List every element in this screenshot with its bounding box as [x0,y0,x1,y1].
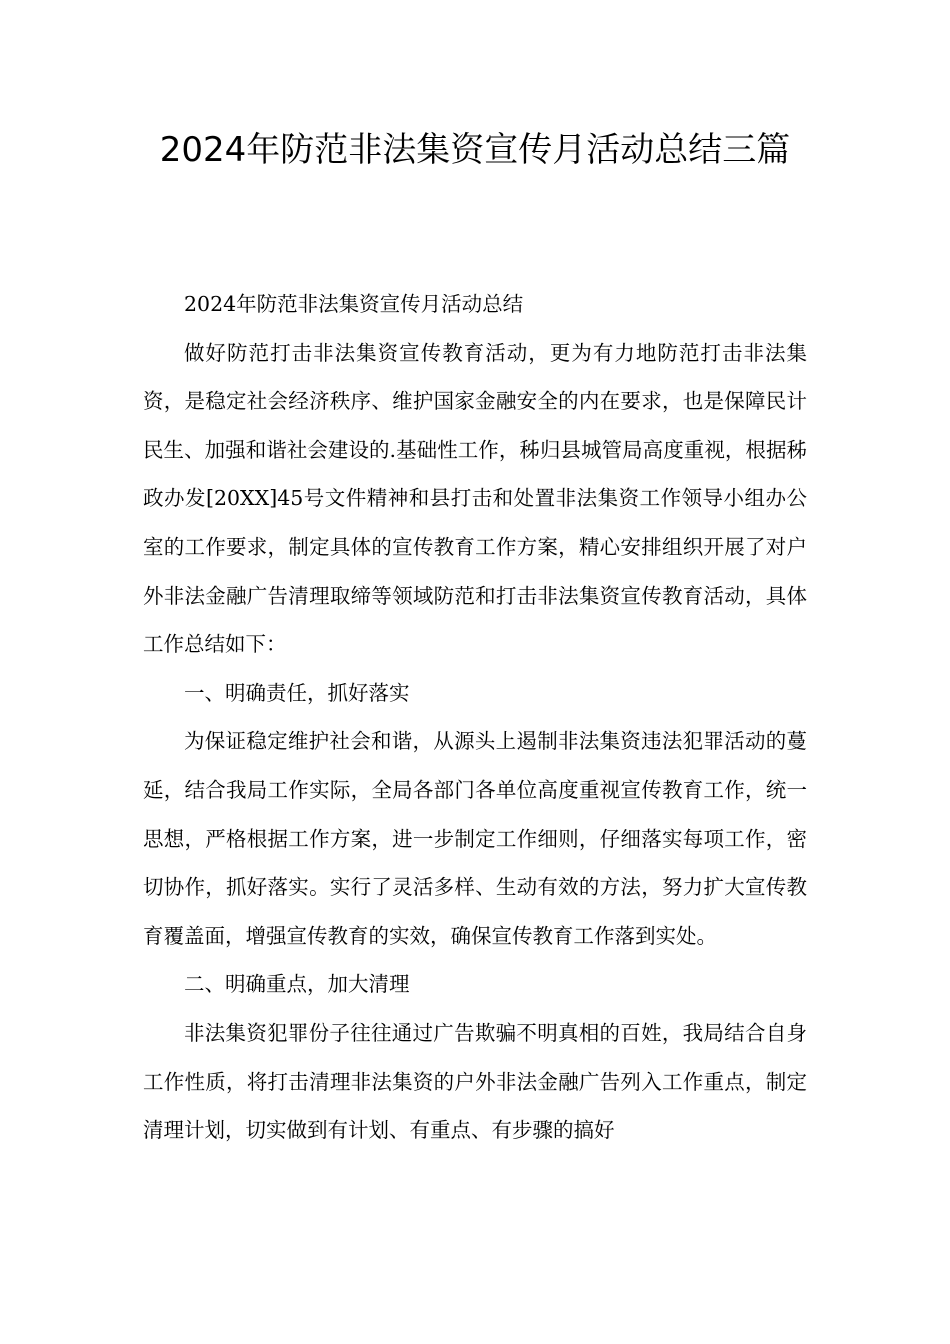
intro-paragraph: 做好防范打击非法集资宣传教育活动，更为有力地防范打击非法集资，是稳定社会经济秩序、维护国家金融安全的内在要求，也是保障民计民生、加强和谐社会建设的.基础性工作，秭归县城管局高度重视，根据秭政办发[20XX]45号文件精神和县打击和处置非法集资工作领导小组办公室的工作要求，制定具体的宣传教育工作方案，精心安排组织开展了对户外非法金融广告清理取缔等领域防范和打击非法集资宣传教育活动，具体工作总结如下： [143,340,807,657]
section-1-paragraph: 为保证稳定维护社会和谐，从源头上遏制非法集资违法犯罪活动的蔓延，结合我局工作实际，全局各部门各单位高度重视宣传教育工作，统一思想，严格根据工作方案，进一步制定工作细则，仔细落实每项工作，密切协作，抓好落实。实行了灵活多样、生动有效的方法，努力扩大宣传教育覆盖面，增强宣传教育的实效，确保宣传教育工作落到实处。 [143,729,807,948]
document-title: 2024年防范非法集资宣传月活动总结三篇 [159,130,791,170]
section-heading-1: 一、明确责任，抓好落实 [184,680,410,705]
document-body [143,280,807,1155]
section-heading-2: 二、明确重点，加大清理 [184,972,410,997]
section-2-paragraph: 非法集资犯罪份子往往通过广告欺骗不明真相的百姓，我局结合自身工作性质，将打击清理非法集资的户外非法金融广告列入工作重点，制定清理计划，切实做到有计划、有重点、有步骤的搞好 [143,1020,807,1143]
section-heading: 2024年防范非法集资宣传月活动总结 [184,292,524,316]
